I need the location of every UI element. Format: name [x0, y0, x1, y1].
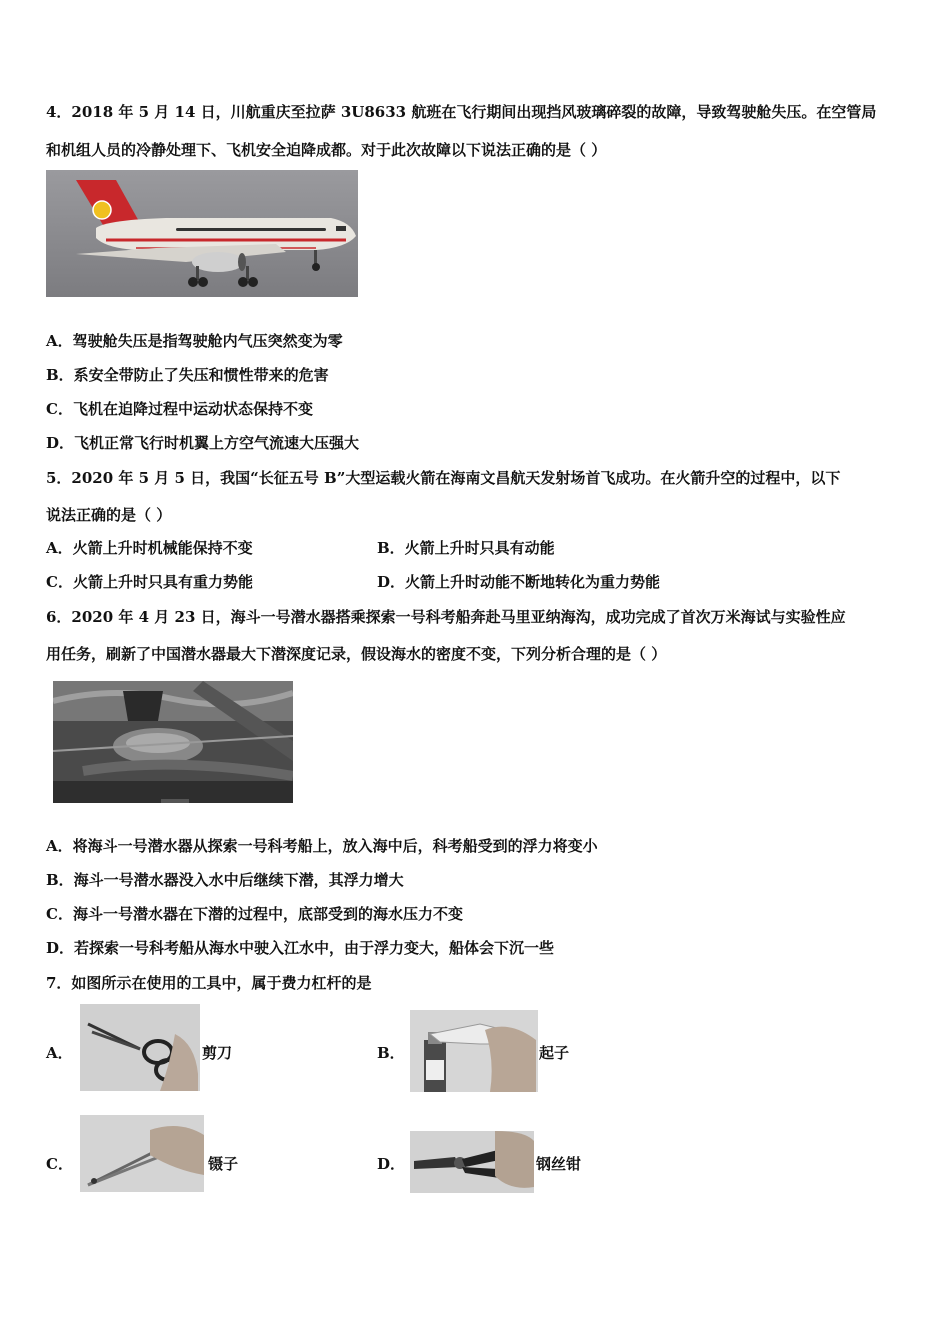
q7-option-b-letter[interactable]: B． [377, 1044, 405, 1062]
q5-stem-line-2: 说法正确的是（ ） [46, 506, 172, 524]
q6-option-d[interactable]: D．若探索一号科考船从海水中驶入江水中，由于浮力变大，船体会下沉一些 [46, 939, 555, 957]
q5-option-a[interactable]: A．火箭上升时机械能保持不变 [46, 539, 253, 557]
pliers-photo [410, 1131, 534, 1193]
q7-option-b-name: 起子 [539, 1044, 570, 1062]
q7-option-d-name: 钢丝钳 [536, 1155, 582, 1173]
q7-option-c-name: 镊子 [208, 1155, 239, 1173]
q7-option-c-letter[interactable]: C． [46, 1155, 73, 1173]
q6-option-a[interactable]: A．将海斗一号潜水器从探索一号科考船上，放入海中后，科考船受到的浮力将变小 [46, 837, 598, 855]
q5-option-c[interactable]: C．火箭上升时只具有重力势能 [46, 573, 253, 591]
q6-option-b[interactable]: B．海斗一号潜水器没入水中后继续下潜，其浮力增大 [46, 871, 404, 889]
q4-option-a[interactable]: A．驾驶舱失压是指驾驶舱内气压突然变为零 [46, 332, 343, 350]
submersible-photo [53, 681, 293, 803]
scissors-photo [80, 1004, 200, 1091]
q5-option-b[interactable]: B．火箭上升时只具有动能 [377, 539, 555, 557]
airplane-photo [46, 170, 358, 297]
q7-stem-line-1: 7．如图所示在使用的工具中，属于费力杠杆的是 [46, 974, 372, 992]
q6-option-c[interactable]: C．海斗一号潜水器在下潜的过程中，底部受到的海水压力不变 [46, 905, 463, 923]
q7-option-d-letter[interactable]: D． [377, 1155, 406, 1173]
q5-option-d[interactable]: D．火箭上升时动能不断地转化为重力势能 [377, 573, 661, 591]
q5-stem-line-1: 5．2020 年 5 月 5 日，我国“长征五号 B”大型运载火箭在海南文昌航天发射场首飞成功。在火箭升空的过程中，以下 [46, 469, 841, 487]
q4-stem-line-2: 和机组人员的冷静处理下、飞机安全迫降成都。对于此次故障以下说法正确的是（ ） [46, 141, 607, 159]
tweezers-photo [80, 1115, 204, 1192]
q6-stem-line-2: 用任务，刷新了中国潜水器最大下潜深度记录，假设海水的密度不变，下列分析合理的是（ ） [46, 645, 667, 663]
q4-stem-line-1: 4．2018 年 5 月 14 日，川航重庆至拉萨 3U8633 航班在飞行期间出现挡风玻璃碎裂的故障，导致驾驶舱失压。在空管局 [46, 103, 877, 121]
q4-option-c[interactable]: C．飞机在迫降过程中运动状态保持不变 [46, 400, 313, 418]
q7-option-a-letter[interactable]: A． [46, 1044, 73, 1062]
bottle-opener-photo [410, 1010, 538, 1092]
q7-option-a-name: 剪刀 [202, 1044, 233, 1062]
q6-stem-line-1: 6．2020 年 4 月 23 日，海斗一号潜水器搭乘探索一号科考船奔赴马里亚纳海沟，成功完成了首次万米海试与实验性应 [46, 608, 846, 626]
q4-option-d[interactable]: D．飞机正常飞行时机翼上方空气流速大压强大 [46, 434, 360, 452]
q4-option-b[interactable]: B．系安全带防止了失压和惯性带来的危害 [46, 366, 329, 384]
